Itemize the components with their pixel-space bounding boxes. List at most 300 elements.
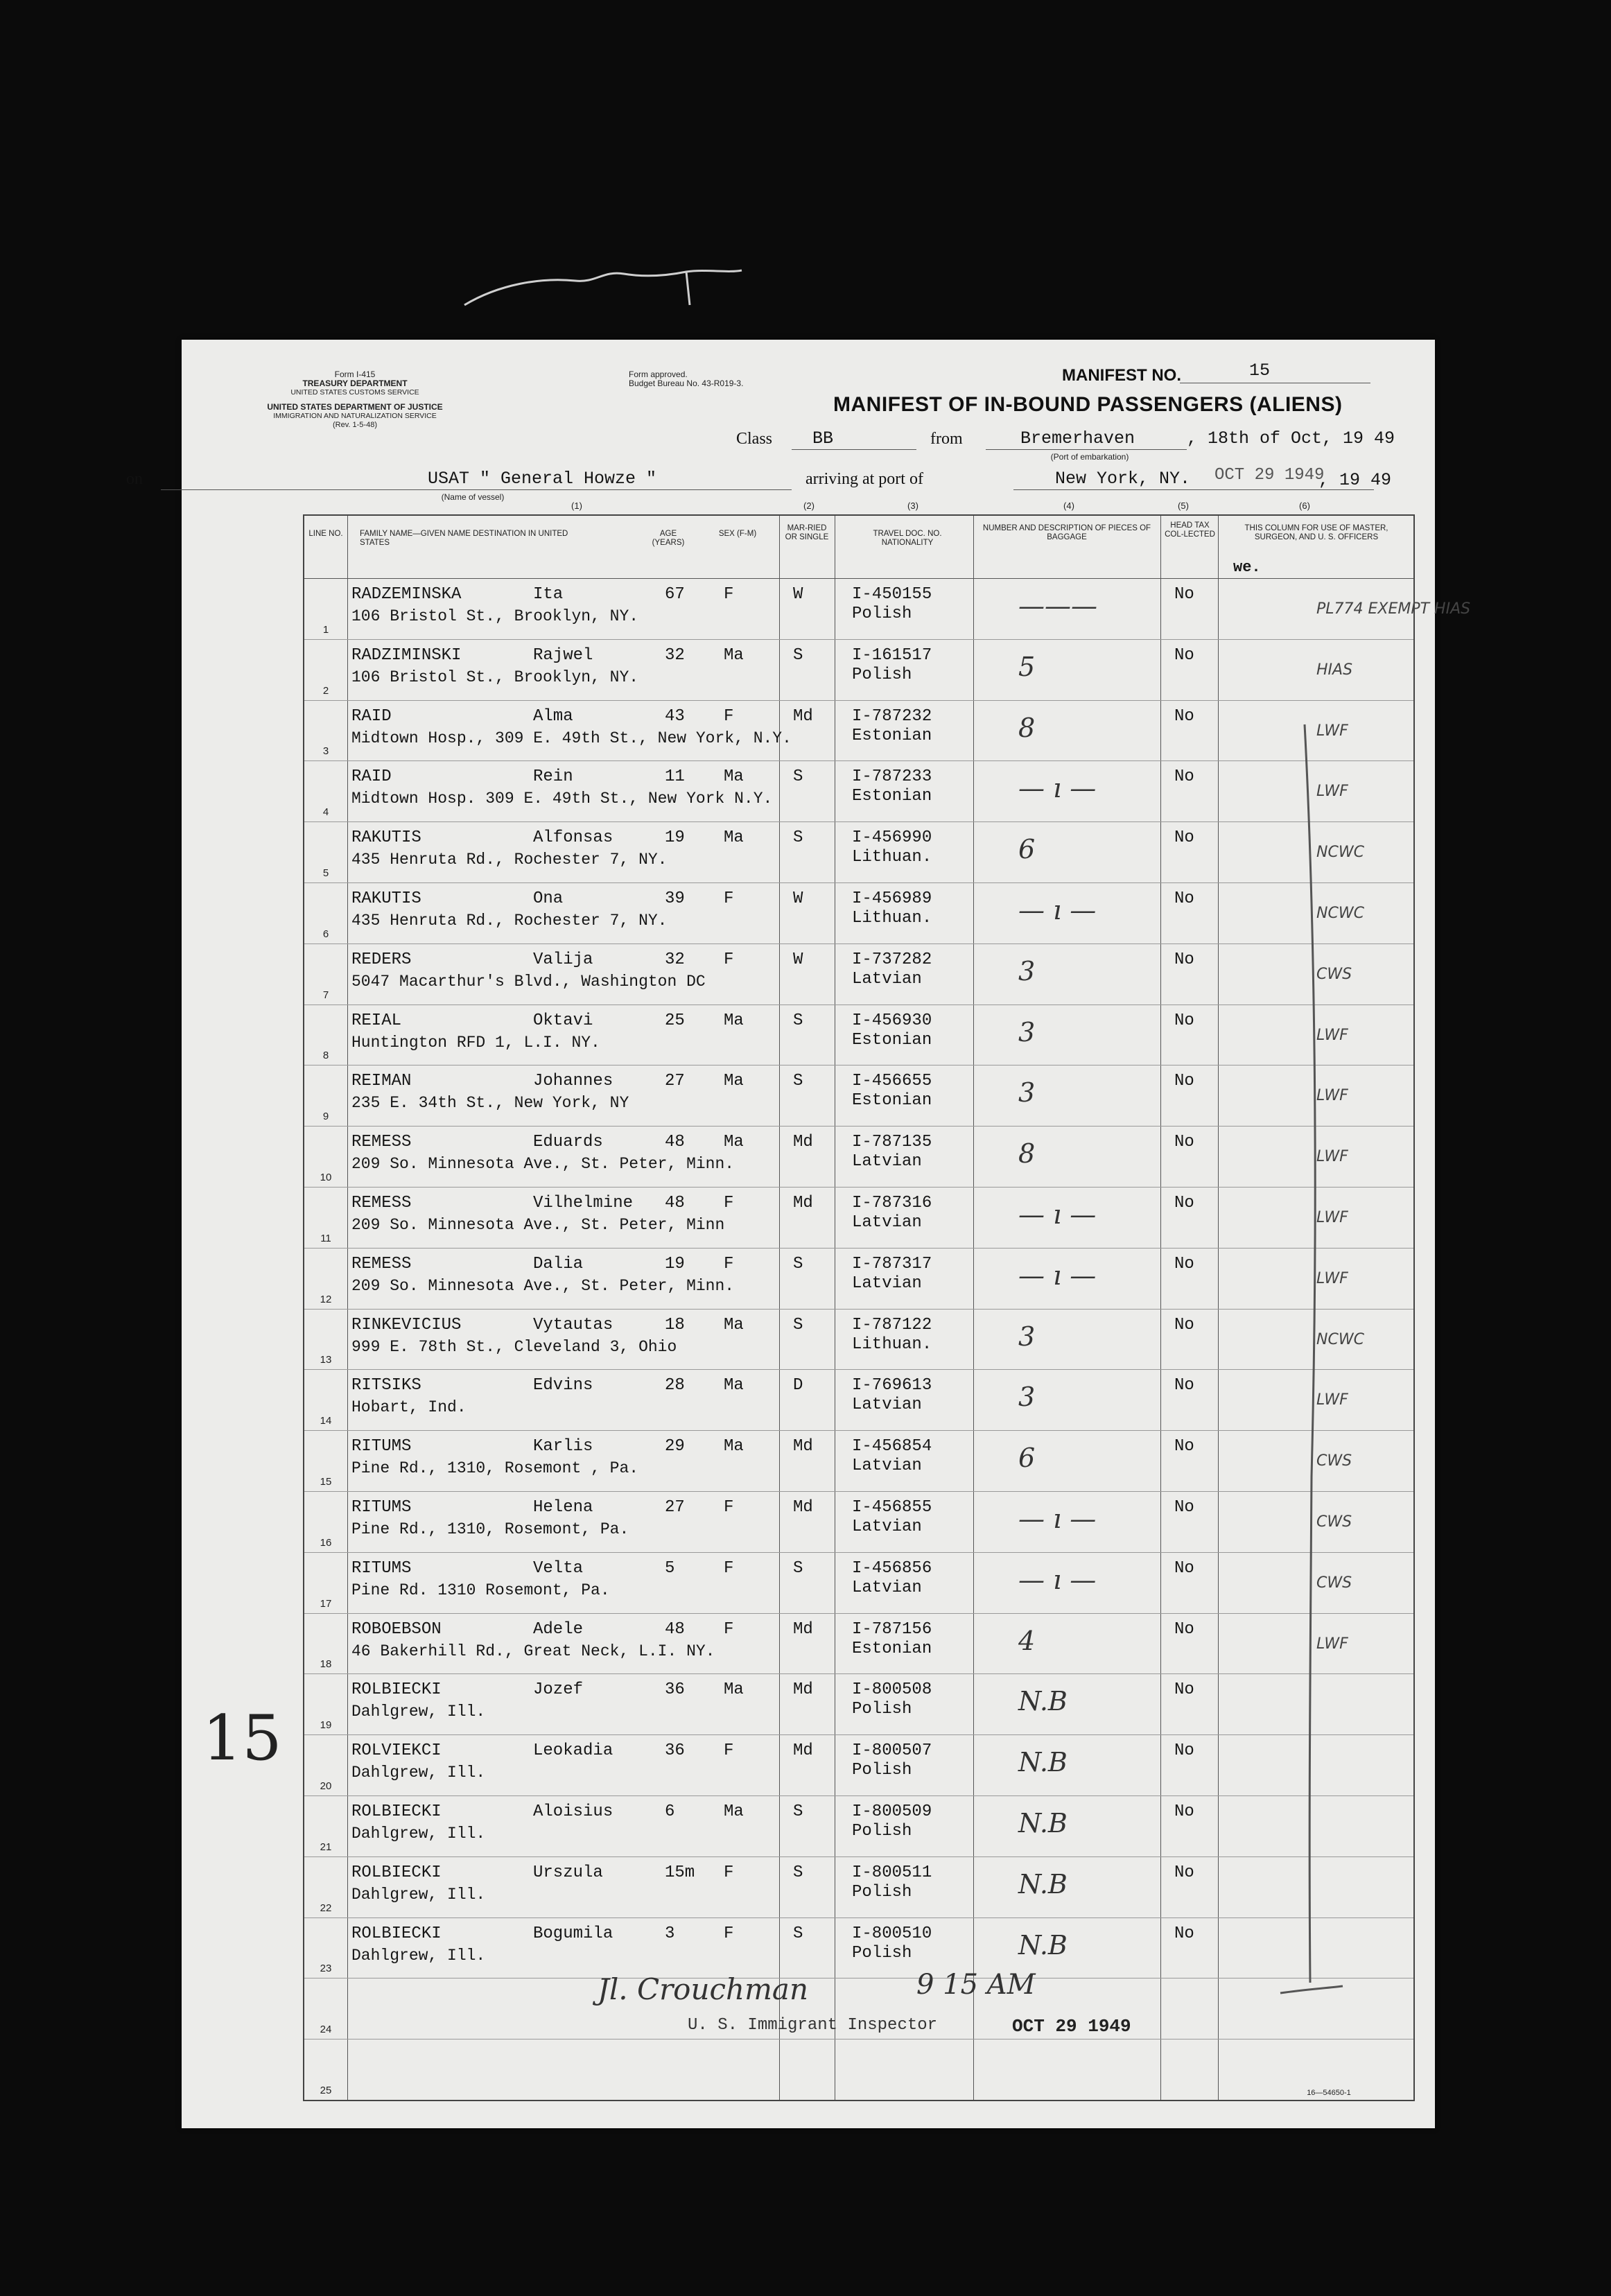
- col-number: (3): [907, 501, 918, 511]
- age: 32: [665, 645, 685, 665]
- arrival-stamp: OCT 29 1949: [1214, 466, 1325, 485]
- family-name: RAKUTIS: [351, 889, 421, 908]
- row-divider: [304, 1795, 1413, 1796]
- destination: 209 So. Minnesota Ave., St. Peter, Minn.: [351, 1155, 735, 1174]
- given-name: Eduards: [533, 1133, 603, 1152]
- travel-doc-number: I-800508: [852, 1680, 932, 1700]
- given-name: Vilhelmine: [533, 1194, 634, 1212]
- nationality: Latvian: [852, 1456, 922, 1476]
- nationality: Polish: [852, 1700, 912, 1719]
- baggage-count: 6: [1018, 834, 1036, 865]
- destination: 46 Bakerhill Rd., Great Neck, L.I. NY.: [351, 1642, 715, 1660]
- hdr-married: MAR-RIED OR SINGLE: [785, 524, 829, 541]
- baggage-count: 3: [1018, 1016, 1036, 1047]
- row-divider: [304, 1187, 1413, 1188]
- given-name: Oktavi: [533, 1011, 593, 1030]
- family-name: RAID: [351, 706, 392, 726]
- pen-scribble: [458, 263, 749, 319]
- baggage-count: 6: [1018, 1443, 1036, 1474]
- col-number: (6): [1299, 501, 1310, 511]
- from-label: from: [930, 430, 963, 448]
- col-number: (2): [803, 501, 815, 511]
- sex: Ma: [724, 1680, 744, 1700]
- agency-note: LWF: [1316, 1148, 1348, 1166]
- hdr-tax: HEAD TAX COL-LECTED: [1165, 521, 1215, 539]
- arriving-label: arriving at port of: [806, 470, 923, 488]
- head-tax: No: [1174, 889, 1194, 908]
- hdr-officers: THIS COLUMN FOR USE OF MASTER, SURGEON, AND U. S. OFFICERS: [1244, 524, 1388, 541]
- nationality: Estonian: [852, 787, 932, 806]
- hdr-age: AGE (YEARS): [652, 530, 685, 547]
- nationality: Polish: [852, 665, 912, 684]
- travel-doc-number: I-456989: [852, 889, 932, 908]
- marital-status: Md: [793, 1133, 813, 1152]
- destination: 435 Henruta Rd., Rochester 7, NY.: [351, 851, 668, 869]
- form-approved: Form approved.: [629, 369, 688, 379]
- officer-bracket-line: [1277, 714, 1346, 2003]
- destination: 209 So. Minnesota Ave., St. Peter, Minn.: [351, 1276, 735, 1295]
- head-tax: No: [1174, 1072, 1194, 1091]
- travel-doc-number: I-456856: [852, 1558, 932, 1578]
- age: 27: [665, 1072, 685, 1091]
- ins-service: IMMIGRATION AND NATURALIZATION SERVICE: [273, 412, 437, 420]
- sex: Ma: [724, 828, 744, 848]
- row-divider: [304, 1065, 1413, 1066]
- manifest-page: [126, 340, 1471, 2128]
- nationality: Lithuan.: [852, 848, 932, 867]
- age: 6: [665, 1802, 675, 1821]
- family-name: RADZEMINSKA: [351, 585, 462, 604]
- head-tax: No: [1174, 767, 1194, 787]
- family-name: ROLBIECKI: [351, 1802, 442, 1821]
- port-of-embarkation: Bremerhaven: [1020, 428, 1135, 449]
- line-number: 15: [320, 1476, 332, 1488]
- line-number: 21: [320, 1841, 332, 1853]
- travel-doc-number: I-800510: [852, 1924, 932, 1943]
- sex: F: [724, 1558, 734, 1578]
- given-name: Alma: [533, 706, 573, 726]
- travel-doc-number: I-737282: [852, 950, 932, 969]
- line-number: 11: [320, 1232, 331, 1244]
- marital-status: W: [793, 585, 803, 604]
- sex: F: [724, 1924, 734, 1943]
- destination: Midtown Hosp. 309 E. 49th St., New York N.Y.: [351, 790, 773, 808]
- sex: Ma: [724, 1376, 744, 1395]
- nationality: Estonian: [852, 1091, 932, 1111]
- baggage-count: N.B: [1018, 1868, 1068, 1899]
- baggage-count: 8: [1018, 712, 1036, 743]
- sex: Ma: [724, 1133, 744, 1152]
- family-name: ROLBIECKI: [351, 1680, 442, 1700]
- row-divider: [304, 1004, 1413, 1005]
- baggage-count: N.B: [1018, 1686, 1068, 1717]
- row-divider: [304, 1248, 1413, 1249]
- line-number: 22: [320, 1902, 332, 1914]
- travel-doc-number: I-450155: [852, 585, 932, 604]
- given-name: Rajwel: [533, 645, 593, 665]
- manifest-number: 15: [1249, 360, 1271, 381]
- destination: 106 Bristol St., Brooklyn, NY.: [351, 607, 639, 625]
- marital-status: W: [793, 950, 803, 969]
- class-label: Class: [736, 430, 773, 448]
- sex: F: [724, 950, 734, 969]
- destination: Dahlgrew, Ill.: [351, 1885, 486, 1904]
- col-number: (5): [1178, 501, 1189, 511]
- family-name: RITUMS: [351, 1437, 412, 1456]
- sex: Ma: [724, 1802, 744, 1821]
- on-label: on: [126, 470, 143, 488]
- baggage-count: — ı —: [1018, 1504, 1097, 1534]
- print-code: 16—54650-1: [1307, 2089, 1351, 2097]
- sex: F: [724, 1863, 734, 1882]
- family-name: ROLVIEKCI: [351, 1741, 442, 1761]
- destination: Dahlgrew, Ill.: [351, 1764, 486, 1782]
- line-number: 9: [322, 1111, 329, 1123]
- col-number: (1): [571, 501, 582, 511]
- head-tax: No: [1174, 1194, 1194, 1212]
- family-name: REMESS: [351, 1254, 412, 1273]
- rule: [161, 489, 792, 490]
- marital-status: Md: [793, 1194, 813, 1212]
- agency-note: NCWC: [1316, 905, 1364, 922]
- row-divider: [304, 1309, 1413, 1310]
- travel-doc-number: I-800507: [852, 1741, 932, 1761]
- baggage-count: ———: [1018, 591, 1097, 621]
- inspector-signature: Jl. Crouchman: [598, 1972, 809, 2006]
- nationality: Latvian: [852, 1273, 922, 1293]
- sex: F: [724, 1741, 734, 1761]
- nationality: Polish: [852, 1882, 912, 1902]
- marital-status: Md: [793, 1498, 813, 1517]
- nationality: Latvian: [852, 1395, 922, 1415]
- travel-doc-number: I-787232: [852, 706, 932, 726]
- marital-status: S: [793, 767, 803, 787]
- row-divider: [304, 2039, 1413, 2040]
- head-tax: No: [1174, 1558, 1194, 1578]
- page-title: MANIFEST OF IN-BOUND PASSENGERS (ALIENS): [833, 393, 1343, 416]
- head-tax: No: [1174, 1863, 1194, 1882]
- family-name: ROLBIECKI: [351, 1924, 442, 1943]
- agency-note: LWF: [1316, 1391, 1348, 1409]
- destination: 999 E. 78th St., Cleveland 3, Ohio: [351, 1337, 677, 1356]
- rule: [792, 449, 916, 450]
- sex: Ma: [724, 1011, 744, 1030]
- hdr-name: FAMILY NAME—GIVEN NAME DESTINATION IN UNITED STATES: [360, 530, 568, 547]
- head-tax: No: [1174, 1498, 1194, 1517]
- agency-note: CWS: [1316, 1452, 1352, 1470]
- age: 28: [665, 1376, 685, 1395]
- agency-note: LWF: [1316, 1269, 1348, 1287]
- age: 36: [665, 1680, 685, 1700]
- row-divider: [304, 1430, 1413, 1431]
- baggage-count: 3: [1018, 1077, 1036, 1108]
- given-name: Ita: [533, 585, 564, 604]
- nationality: Estonian: [852, 726, 932, 745]
- row-divider: [304, 882, 1413, 883]
- age: 67: [665, 585, 685, 604]
- destination: 5047 Macarthur's Blvd., Washington DC: [351, 972, 706, 991]
- head-tax: No: [1174, 1802, 1194, 1821]
- officers-note: we.: [1233, 559, 1261, 576]
- travel-doc-number: I-769613: [852, 1376, 932, 1395]
- marital-status: Md: [793, 1619, 813, 1639]
- travel-doc-number: I-800509: [852, 1802, 932, 1821]
- line-number: 13: [320, 1354, 332, 1366]
- travel-doc-number: I-787316: [852, 1194, 932, 1212]
- sex: Ma: [724, 767, 744, 787]
- baggage-count: 3: [1018, 955, 1036, 986]
- destination: Midtown Hosp., 309 E. 49th St., New York, N.Y.: [351, 729, 792, 747]
- hdr-baggage: NUMBER AND DESCRIPTION OF PIECES OF BAGGAGE: [982, 524, 1151, 541]
- family-name: RITUMS: [351, 1498, 412, 1517]
- agency-note: LWF: [1316, 1087, 1348, 1105]
- age: 48: [665, 1133, 685, 1152]
- col-divider: [779, 516, 780, 2100]
- family-name: REMESS: [351, 1133, 412, 1152]
- given-name: Jozef: [533, 1680, 584, 1700]
- given-name: Velta: [533, 1558, 584, 1578]
- marital-status: W: [793, 889, 803, 908]
- given-name: Bogumila: [533, 1924, 613, 1943]
- line-number: 6: [322, 928, 329, 940]
- line-number: 25: [320, 2085, 332, 2096]
- vessel-caption: (Name of vessel): [441, 492, 505, 502]
- nationality: Latvian: [852, 1152, 922, 1172]
- baggage-count: — ı —: [1018, 1199, 1097, 1230]
- row-divider: [304, 1126, 1413, 1127]
- family-name: ROBOEBSON: [351, 1619, 442, 1639]
- line-number: 16: [320, 1536, 332, 1549]
- margin-number: 15: [202, 1702, 282, 1775]
- nationality: Latvian: [852, 1517, 922, 1536]
- destination: Pine Rd. 1310 Rosemont, Pa.: [351, 1581, 610, 1599]
- travel-doc-number: I-787122: [852, 1315, 932, 1334]
- row-divider: [304, 943, 1413, 944]
- line-number: 10: [320, 1172, 332, 1183]
- row-divider: [304, 1856, 1413, 1857]
- age: 19: [665, 828, 685, 848]
- marital-status: Md: [793, 1437, 813, 1456]
- head-tax: No: [1174, 1376, 1194, 1395]
- head-tax: No: [1174, 706, 1194, 726]
- line-number: 4: [322, 806, 329, 819]
- given-name: Ona: [533, 889, 564, 908]
- head-tax: No: [1174, 645, 1194, 665]
- head-tax: No: [1174, 585, 1194, 604]
- hdr-travel: TRAVEL DOC. NO. NATIONALITY: [873, 530, 942, 547]
- line-number: 7: [322, 989, 329, 1001]
- manifest-label: MANIFEST NO.: [1062, 366, 1181, 385]
- sex: F: [724, 585, 734, 604]
- destination: Huntington RFD 1, L.I. NY.: [351, 1033, 600, 1052]
- agency-note: HIAS: [1316, 661, 1353, 679]
- travel-doc-number: I-456930: [852, 1011, 932, 1030]
- age: 19: [665, 1254, 685, 1273]
- travel-doc-number: I-456855: [852, 1498, 932, 1517]
- line-number: 8: [322, 1050, 329, 1062]
- agency-note: CWS: [1316, 1574, 1352, 1592]
- head-tax: No: [1174, 1680, 1194, 1700]
- destination: Dahlgrew, Ill.: [351, 1825, 486, 1843]
- line-number: 1: [322, 623, 329, 636]
- baggage-count: N.B: [1018, 1747, 1068, 1778]
- revision: (Rev. 1-5-48): [333, 421, 377, 429]
- given-name: Urszula: [533, 1863, 603, 1882]
- given-name: Karlis: [533, 1437, 593, 1456]
- row-divider: [304, 639, 1413, 640]
- arrival-port: New York, NY.: [1055, 469, 1191, 489]
- age: 29: [665, 1437, 685, 1456]
- time-stamp: 9 15 AM: [916, 1969, 1036, 2001]
- nationality: Lithuan.: [852, 909, 932, 928]
- marital-status: S: [793, 645, 803, 665]
- agency-note: CWS: [1316, 965, 1352, 983]
- agency-note: LWF: [1316, 1635, 1348, 1653]
- col-divider: [347, 516, 348, 2100]
- line-number: 19: [320, 1719, 332, 1732]
- head-tax: No: [1174, 1437, 1194, 1456]
- marital-status: Md: [793, 706, 813, 726]
- head-tax: No: [1174, 1924, 1194, 1943]
- nationality: Latvian: [852, 969, 922, 989]
- marital-status: S: [793, 1072, 803, 1091]
- marital-status: D: [793, 1376, 803, 1395]
- age: 18: [665, 1315, 685, 1334]
- class-value: BB: [812, 428, 834, 449]
- baggage-count: — ı —: [1018, 1564, 1097, 1595]
- sex: Ma: [724, 645, 744, 665]
- given-name: Valija: [533, 950, 593, 969]
- family-name: RITUMS: [351, 1558, 412, 1578]
- head-tax: No: [1174, 828, 1194, 848]
- travel-doc-number: I-787317: [852, 1254, 932, 1273]
- line-number: 2: [322, 684, 329, 697]
- destination: 209 So. Minnesota Ave., St. Peter, Minn: [351, 1216, 725, 1234]
- given-name: Aloisius: [533, 1802, 613, 1821]
- age: 11: [665, 767, 685, 787]
- marital-status: Md: [793, 1741, 813, 1761]
- age: 27: [665, 1498, 685, 1517]
- age: 5: [665, 1558, 675, 1578]
- marital-status: S: [793, 1558, 803, 1578]
- col-divider: [973, 516, 974, 2100]
- marital-status: S: [793, 828, 803, 848]
- sex: F: [724, 1254, 734, 1273]
- travel-doc-number: I-787135: [852, 1133, 932, 1152]
- port-caption: (Port of embarkation): [1050, 452, 1129, 462]
- baggage-count: 3: [1018, 1382, 1036, 1413]
- head-tax: No: [1174, 1741, 1194, 1761]
- age: 15m: [665, 1863, 695, 1882]
- agency-note: CWS: [1316, 1513, 1352, 1531]
- sex: Ma: [724, 1315, 744, 1334]
- agency-note: PL774 EXEMPT HIAS: [1316, 600, 1471, 618]
- family-name: RADZIMINSKI: [351, 645, 462, 665]
- given-name: Vytautas: [533, 1315, 613, 1334]
- nationality: Estonian: [852, 1639, 932, 1658]
- line-number: 14: [320, 1415, 332, 1427]
- nationality: Polish: [852, 1943, 912, 1963]
- head-tax: No: [1174, 1011, 1194, 1030]
- sex: F: [724, 1194, 734, 1212]
- sex: F: [724, 889, 734, 908]
- travel-doc-number: I-800511: [852, 1863, 932, 1882]
- baggage-count: — ı —: [1018, 895, 1097, 925]
- age: 32: [665, 950, 685, 969]
- destination: 106 Bristol St., Brooklyn, NY.: [351, 668, 639, 686]
- family-name: RITSIKS: [351, 1376, 421, 1395]
- travel-doc-number: I-787156: [852, 1619, 932, 1639]
- given-name: Dalia: [533, 1254, 584, 1273]
- travel-doc-number: I-456990: [852, 828, 932, 848]
- row-divider: [304, 821, 1413, 822]
- family-name: RINKEVICIUS: [351, 1315, 462, 1334]
- row-divider: [304, 1613, 1413, 1614]
- line-number: 24: [320, 2024, 332, 2036]
- baggage-count: — ı —: [1018, 773, 1097, 804]
- baggage-count: 8: [1018, 1138, 1036, 1169]
- given-name: Johannes: [533, 1072, 613, 1091]
- row-divider: [304, 1491, 1413, 1492]
- sex: Ma: [724, 1437, 744, 1456]
- nationality: Latvian: [852, 1578, 922, 1597]
- line-number: 20: [320, 1780, 332, 1792]
- treasury-dept: TREASURY DEPARTMENT: [302, 379, 408, 388]
- col-divider: [1160, 516, 1161, 2100]
- family-name: RAKUTIS: [351, 828, 421, 848]
- age: 25: [665, 1011, 685, 1030]
- form-number: Form I-415: [334, 369, 376, 379]
- rule: [986, 449, 1187, 450]
- row-divider: [304, 1552, 1413, 1553]
- family-name: RAID: [351, 767, 392, 787]
- head-tax: No: [1174, 950, 1194, 969]
- hdr-sex: SEX (F-M): [718, 530, 757, 538]
- rule: [1013, 489, 1374, 490]
- nationality: Lithuan.: [852, 1334, 932, 1354]
- head-tax: No: [1174, 1315, 1194, 1334]
- baggage-count: 4: [1018, 1625, 1036, 1656]
- head-tax: No: [1174, 1619, 1194, 1639]
- given-name: Edvins: [533, 1376, 593, 1395]
- given-name: Leokadia: [533, 1741, 613, 1761]
- baggage-count: 5: [1018, 651, 1036, 682]
- nationality: Estonian: [852, 1030, 932, 1050]
- destination: 435 Henruta Rd., Rochester 7, NY.: [351, 912, 668, 930]
- sex: Ma: [724, 1072, 744, 1091]
- agency-note: NCWC: [1316, 1330, 1364, 1348]
- agency-note: LWF: [1316, 1026, 1348, 1044]
- header-rule: [304, 578, 1413, 579]
- nationality: Polish: [852, 1822, 912, 1841]
- passenger-table: [303, 514, 1471, 2101]
- agency-note: LWF: [1316, 1209, 1348, 1226]
- row-divider: [304, 1734, 1413, 1735]
- age: 39: [665, 889, 685, 908]
- line-number: 12: [320, 1293, 332, 1305]
- sex: F: [724, 1498, 734, 1517]
- line-number: 5: [322, 867, 329, 879]
- given-name: Alfonsas: [533, 828, 613, 848]
- destination: 235 E. 34th St., New York, NY: [351, 1094, 629, 1113]
- line-number: 18: [320, 1658, 332, 1671]
- family-name: REMESS: [351, 1194, 412, 1212]
- family-name: REDERS: [351, 950, 412, 969]
- inspection-stamp: OCT 29 1949: [1012, 2016, 1131, 2037]
- marital-status: S: [793, 1254, 803, 1273]
- line-number: 17: [320, 1597, 332, 1610]
- marital-status: S: [793, 1315, 803, 1334]
